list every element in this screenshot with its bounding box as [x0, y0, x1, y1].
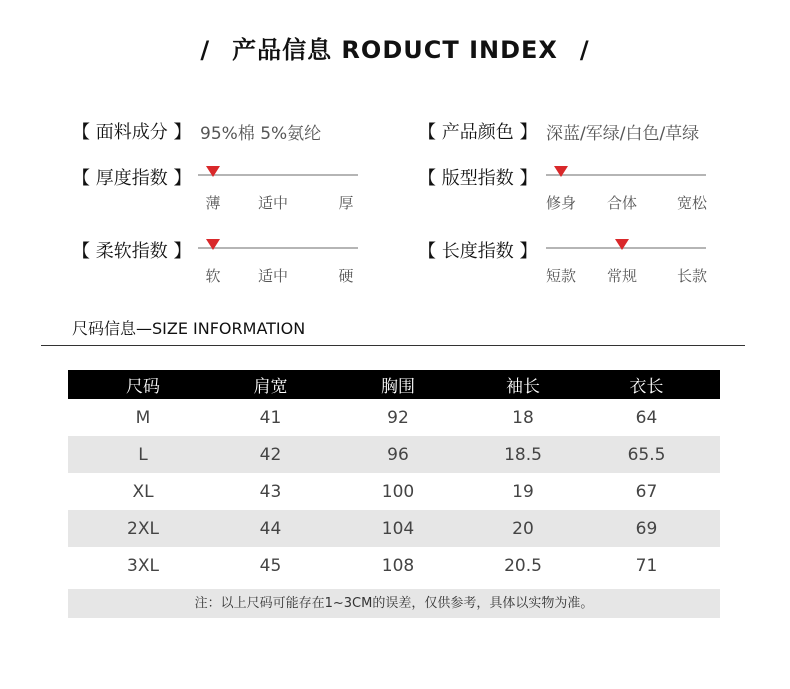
scale-marker — [615, 239, 629, 250]
scale-tick-low: 短款 — [545, 267, 577, 285]
table-row — [68, 510, 720, 547]
table-cell: M — [135, 407, 151, 428]
table-cell: 71 — [635, 555, 658, 576]
table-row — [68, 473, 720, 510]
softness-scale — [198, 241, 358, 301]
table-row — [68, 436, 720, 473]
scale-marker — [206, 166, 220, 177]
table-cell: 41 — [259, 407, 282, 428]
table-cell: 96 — [323, 436, 473, 473]
table-cell: 20 — [473, 510, 573, 547]
table-cell: XL — [132, 481, 154, 502]
fabric-label: 【 面料成分 】 — [72, 122, 192, 143]
table-cell: 19 — [512, 481, 534, 502]
table-cell: 18.5 — [473, 436, 573, 473]
scale-tick-low: 薄 — [205, 194, 221, 212]
table-cell: 64 — [635, 407, 658, 428]
scale-marker — [206, 239, 220, 250]
column-header-chest: 胸围 — [323, 370, 473, 399]
size-section-heading: 尺码信息—SIZE INFORMATION — [72, 319, 306, 338]
table-header-row — [68, 370, 720, 399]
table-row — [68, 547, 720, 584]
table-cell: 108 — [381, 555, 415, 576]
scale-tick-high: 硬 — [338, 267, 354, 285]
scale-tick-mid: 合体 — [606, 194, 638, 212]
title-slash-right: / — [579, 36, 590, 64]
color-label: 【 产品颜色 】 — [418, 122, 538, 143]
column-header-shoulder: 肩宽 — [218, 370, 323, 399]
scale-line — [546, 174, 706, 176]
fabric-value: 95%棉 5%氨纶 — [200, 124, 322, 144]
title-slash-left: / — [200, 36, 211, 64]
table-cell: 2XL — [68, 510, 218, 547]
table-cell: 65.5 — [573, 436, 720, 473]
column-header-length: 衣长 — [573, 370, 720, 399]
column-header-size: 尺码 — [68, 370, 218, 399]
table-cell: 100 — [381, 481, 415, 502]
scale-tick-mid: 常规 — [606, 267, 638, 285]
scale-tick-mid: 适中 — [257, 267, 289, 285]
table-cell: 69 — [573, 510, 720, 547]
scale-marker — [554, 166, 568, 177]
table-cell: L — [68, 436, 218, 473]
table-cell: 104 — [323, 510, 473, 547]
length-label: 【 长度指数 】 — [418, 241, 538, 262]
length-scale — [546, 241, 706, 301]
color-value: 深蓝/军绿/白色/草绿 — [546, 124, 700, 144]
table-cell: 44 — [218, 510, 323, 547]
table-cell: 45 — [259, 555, 282, 576]
table-row — [68, 399, 720, 436]
scale-tick-high: 长款 — [676, 267, 708, 285]
size-note: 注：以上尺码可能存在1~3CM的误差，仅供参考，具体以实物为准。 — [68, 589, 720, 618]
table-cell: 42 — [218, 436, 323, 473]
scale-tick-low: 修身 — [545, 194, 577, 212]
table-cell: 43 — [259, 481, 282, 502]
size-table — [68, 370, 720, 584]
thickness-label: 【 厚度指数 】 — [72, 168, 192, 189]
scale-tick-low: 软 — [205, 267, 221, 285]
thickness-scale — [198, 168, 358, 228]
table-cell: 92 — [387, 407, 409, 428]
scale-line — [198, 247, 358, 249]
table-cell: 67 — [635, 481, 658, 502]
section-divider — [41, 345, 745, 346]
softness-label: 【 柔软指数 】 — [72, 241, 192, 262]
page-title — [0, 30, 790, 65]
scale-tick-mid: 适中 — [257, 194, 289, 212]
table-cell: 18 — [512, 407, 534, 428]
scale-tick-high: 宽松 — [676, 194, 708, 212]
scale-tick-high: 厚 — [338, 194, 354, 212]
fit-label: 【 版型指数 】 — [418, 168, 538, 189]
table-cell: 3XL — [127, 555, 159, 576]
table-cell: 20.5 — [504, 555, 542, 576]
column-header-sleeve: 袖长 — [473, 370, 573, 399]
scale-line — [198, 174, 358, 176]
title-text: 产品信息 RODUCT INDEX — [232, 36, 558, 64]
fit-scale — [546, 168, 706, 228]
